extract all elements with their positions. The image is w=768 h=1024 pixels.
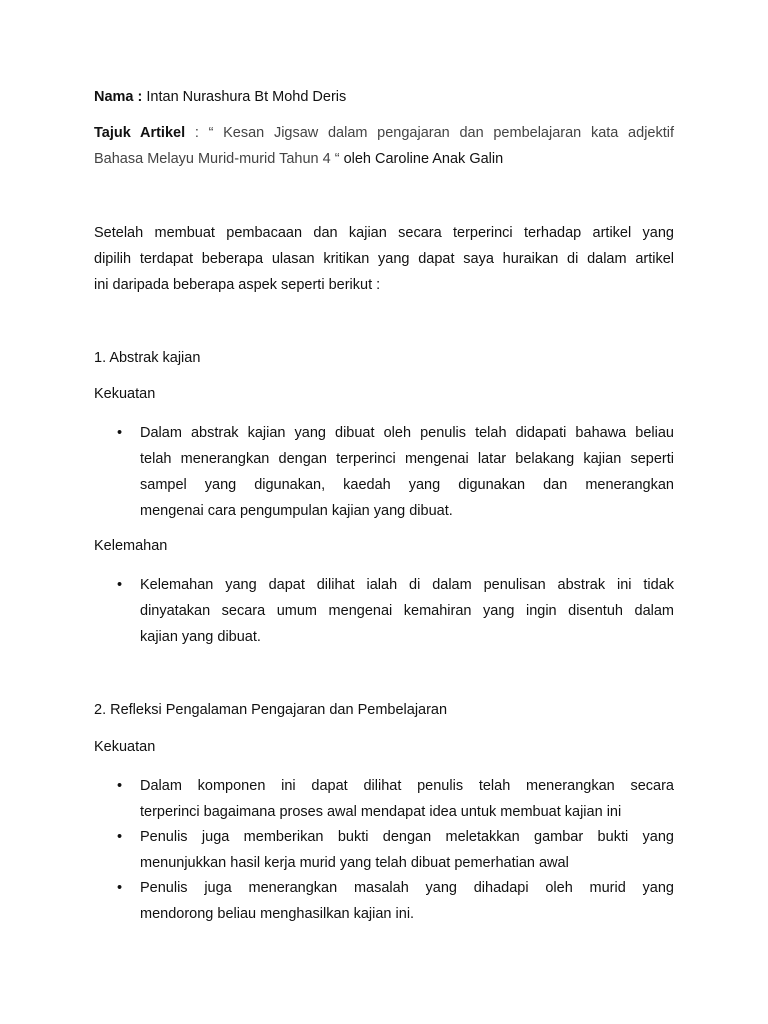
bullet-line: kajian yang dibuat. — [140, 629, 261, 645]
intro-line: Setelah membuat pembacaan dan kajian secara terperinci terhadap artikel yang — [94, 225, 674, 241]
nama-value: Intan Nurashura Bt Mohd Deris — [146, 89, 347, 105]
bullet-line: Penulis juga menerangkan masalah yang dihadapi oleh murid yang — [140, 880, 674, 896]
section-2-heading: 2. Refleksi Pengalaman Pengajaran dan Pembelajaran — [94, 702, 448, 718]
bullet-icon: • — [117, 425, 123, 441]
bullet-icon: • — [117, 880, 123, 896]
bullet-line: Dalam komponen ini dapat dilihat penulis telah menerangkan secara — [140, 778, 674, 794]
bullet-line: telah menerangkan dengan terperinci mengenai latar belakang kajian seperti — [140, 451, 674, 467]
bullet-icon: • — [117, 577, 123, 593]
section-2-bullet-2 — [140, 824, 674, 876]
section-2-bullet-1 — [140, 773, 674, 825]
tajuk-line-1 — [94, 120, 674, 146]
intro-line: ini daripada beberapa aspek seperti berikut : — [94, 277, 381, 293]
section-1-kekuatan-label: Kekuatan — [94, 386, 156, 402]
nama-line — [94, 84, 674, 110]
section-2-bullet-3 — [140, 875, 674, 927]
bullet-line: mengenai cara pengumpulan kajian yang dibuat. — [140, 503, 453, 519]
bullet-line: terperinci bagaimana proses awal mendapat idea untuk membuat kajian ini — [140, 804, 622, 820]
nama-label: Nama : — [94, 89, 143, 105]
section-1-kelemahan-bullet — [140, 572, 674, 650]
intro-line: dipilih terdapat beberapa ulasan kritikan yang dapat saya huraikan di dalam artikel — [94, 251, 674, 267]
tajuk-line-2 — [94, 146, 674, 172]
bullet-line: Dalam abstrak kajian yang dibuat oleh penulis telah didapati bahawa beliau — [140, 425, 674, 441]
bullet-line: menunjukkan hasil kerja murid yang telah dibuat pemerhatian awal — [140, 855, 569, 871]
tajuk-title-2: Bahasa Melayu Murid-murid Tahun 4 “ — [94, 151, 340, 167]
bullet-line: Kelemahan yang dapat dilihat ialah di dalam penulisan abstrak ini tidak — [140, 577, 674, 593]
bullet-line: mendorong beliau menghasilkan kajian ini. — [140, 906, 415, 922]
tajuk-block — [94, 120, 674, 172]
bullet-line: sampel yang digunakan, kaedah yang digunakan dan menerangkan — [140, 477, 674, 493]
bullet-icon: • — [117, 778, 123, 794]
tajuk-author: oleh Caroline Anak Galin — [343, 151, 504, 167]
bullet-line: dinyatakan secara umum mengenai kemahiran yang ingin disentuh dalam — [140, 603, 674, 619]
tajuk-label: Tajuk Artikel — [94, 125, 186, 141]
bullet-icon: • — [117, 829, 123, 845]
section-2-kekuatan-label: Kekuatan — [94, 739, 156, 755]
section-1-kekuatan-bullet — [140, 420, 674, 524]
section-1-kelemahan-label: Kelemahan — [94, 538, 168, 554]
intro-paragraph — [94, 220, 674, 298]
section-1-heading: 1. Abstrak kajian — [94, 350, 201, 366]
bullet-line: Penulis juga memberikan bukti dengan meletakkan gambar bukti yang — [140, 829, 674, 845]
tajuk-title-1: : “ Kesan Jigsaw dalam pengajaran dan pembelajaran kata adjektif — [194, 125, 675, 141]
